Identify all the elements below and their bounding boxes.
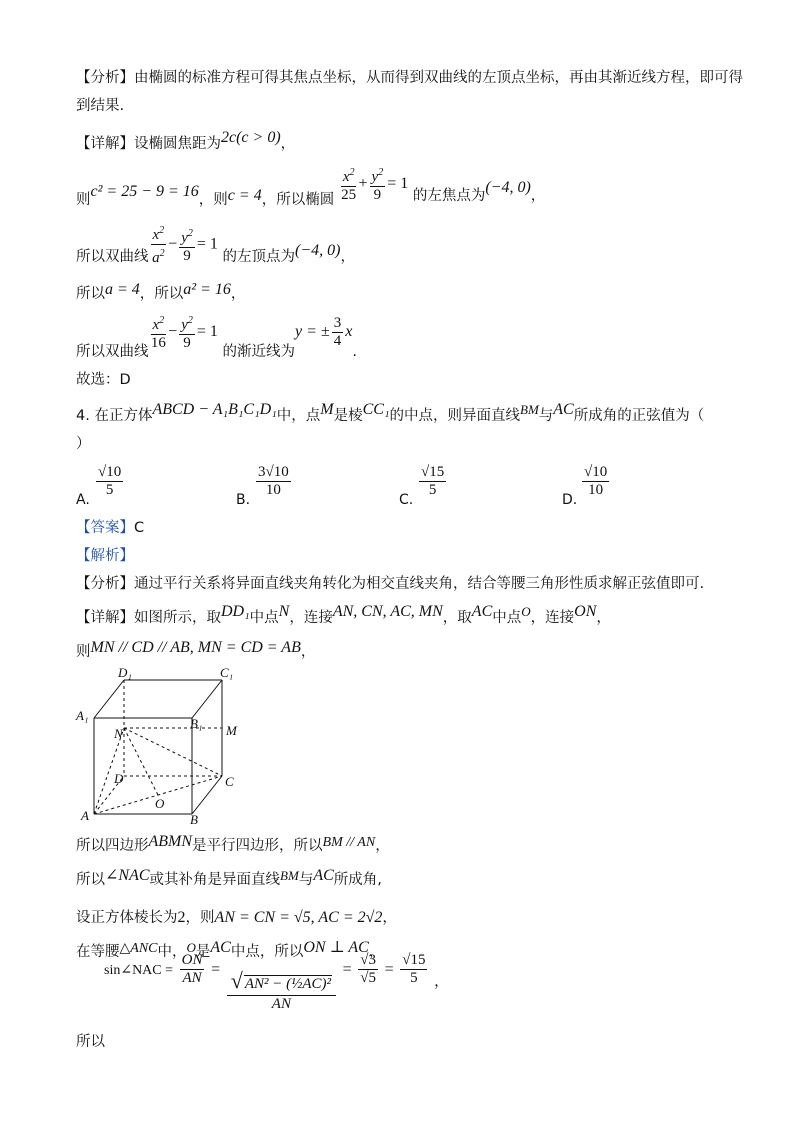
label-D: D — [114, 771, 124, 786]
punct: ， — [596, 610, 611, 626]
text: 中点 — [492, 610, 522, 626]
text: 所成角, — [333, 872, 382, 888]
perpendicular-ON-AC: ON ⊥ AC — [303, 939, 369, 956]
option-a-value[interactable] — [94, 464, 125, 499]
edge-CC1: CC₁ — [362, 401, 390, 418]
punct: ， — [280, 136, 296, 152]
punct: ， — [382, 910, 397, 926]
text: 中点 — [249, 610, 279, 626]
text: ，所以 — [139, 286, 184, 302]
option-a-label[interactable]: A. — [76, 492, 90, 508]
text: 的左顶点为 — [222, 248, 296, 265]
line-BM: BM — [280, 868, 299, 883]
text: 所以双曲线 — [76, 344, 149, 360]
frac3-den: √5 — [360, 970, 376, 986]
equals: = — [342, 960, 352, 978]
text: 与 — [298, 872, 314, 888]
analysis-paragraph — [76, 66, 743, 87]
option-c-num: √15 — [421, 464, 445, 480]
label-B: B — [190, 812, 198, 826]
option-c-value[interactable] — [417, 464, 448, 499]
punct: ， — [340, 248, 355, 265]
text: 的中点，则异面直线 — [389, 408, 520, 424]
text: 则 — [76, 192, 91, 208]
text: 如图所示，取 — [134, 610, 221, 626]
option-b-den: 10 — [265, 482, 281, 498]
asymptote-expr: y = ± $\frac{3}{4}$ x — [295, 314, 353, 349]
label-B1: B₁ — [190, 716, 203, 731]
c-squared-expr: c² = 25 − 9 = 16 — [90, 183, 199, 200]
q4-stem — [76, 401, 705, 425]
option-a-num: √10 — [98, 464, 122, 480]
text: 所以 — [76, 872, 105, 888]
a-squared: a² = 16 — [183, 281, 231, 298]
analysis-text: 由椭圆的标准方程可得其焦点坐标，从而得到双曲线的左顶点坐标，再由其渐近线方程，即可得 — [134, 70, 743, 86]
q4-analysis — [76, 572, 704, 593]
option-d-value[interactable] — [580, 464, 611, 499]
option-b-num: 3√10 — [258, 464, 289, 480]
line-AC: AC — [471, 603, 493, 620]
analysis-text-cont: 到结果. — [76, 98, 125, 114]
equals: = — [211, 960, 221, 978]
triangle-ANC: △ANC — [119, 941, 158, 956]
label-D1: D₁ — [118, 668, 132, 680]
radicand: AN² − (½AC)² — [244, 976, 332, 992]
jiexi-line — [76, 544, 134, 565]
frac3-num: √3 — [360, 952, 376, 968]
c-value: c = 4 — [227, 187, 262, 204]
text: 或其补角是异面直线 — [149, 872, 281, 888]
text: 的左焦点为 — [412, 188, 486, 204]
answer-line-3 — [76, 368, 131, 389]
frac4-den: 5 — [410, 970, 418, 986]
text: 设正方体棱长为 — [76, 910, 178, 926]
label-A1: A₁ — [76, 708, 89, 723]
a-value: a = 4 — [105, 281, 140, 298]
q4-detail-1 — [76, 603, 611, 627]
detail-line-3: 所以双曲线 $\frac{x^2}{a^2}$ − $\frac{y^2}{9}$ = 1 的左顶点为(−4, 0)， — [76, 222, 355, 267]
text: 在等腰 — [76, 944, 120, 960]
text: 与 — [538, 408, 554, 424]
parallel-relation: MN // CD // AB, MN = CD = AB — [90, 639, 301, 656]
q4-detail-2 — [76, 640, 315, 661]
text: 所以双曲线 — [76, 248, 149, 265]
point-O: O — [521, 604, 531, 619]
ellipse-frac-y: $\frac{y^2}{9}$ — [370, 164, 386, 204]
analysis-paragraph-cont — [76, 94, 124, 115]
punct: ， — [300, 644, 316, 660]
edge-length: 2 — [177, 909, 186, 926]
line-BM: BM — [520, 402, 539, 417]
text: 所以 — [76, 286, 105, 302]
q4-detail-5 — [76, 906, 397, 927]
detail-label: 【详解】 — [76, 136, 134, 152]
text: 是 — [195, 944, 211, 960]
punct: ， — [530, 188, 546, 204]
label-C: C — [225, 774, 234, 789]
detail-text: 设椭圆焦距为 — [134, 136, 221, 152]
left-vertex-point: (−4, 0) — [295, 241, 341, 259]
text: ，则 — [198, 192, 228, 208]
line-ON: ON — [574, 603, 597, 620]
q4-detail-6 — [76, 940, 383, 961]
angle-NAC: ∠NAC — [105, 867, 150, 884]
option-b-value[interactable] — [254, 464, 293, 499]
parallel-BM-AN: BM // AN — [322, 835, 376, 850]
label-N: N — [114, 726, 123, 741]
edge-DD1: DD₁ — [221, 603, 250, 620]
frac1-den: AN — [182, 970, 202, 986]
cube-name: ABCD − A₁B₁C₁D₁ — [152, 401, 277, 418]
q4-detail-4 — [76, 868, 382, 889]
option-b-label[interactable]: B. — [236, 492, 251, 508]
quad-ABMN: ABMN — [148, 833, 193, 850]
option-c-label[interactable]: C. — [399, 492, 414, 508]
connected-lines: AN, CN, AC, MN — [332, 603, 443, 620]
frac2-den: AN — [271, 996, 291, 1012]
paren: ） — [76, 436, 91, 452]
detail-line-4 — [76, 282, 245, 303]
punct: ， — [375, 838, 390, 854]
line-AC: AC — [553, 401, 574, 418]
analysis-text: 通过平行关系将异面直线夹角转化为相交直线夹角，结合等腰三角形性质求解正弦值即可. — [134, 576, 705, 592]
line-AC: AC — [313, 867, 334, 884]
option-a-den: 5 — [105, 482, 114, 498]
text: 的渐近线为 — [222, 344, 296, 360]
answer-line-4 — [76, 516, 144, 537]
q4-stem-close — [76, 432, 91, 453]
answer-text: 故选：D — [76, 372, 131, 388]
radical-frac: $\frac{\text{√ AN² − (½AC)²}}{AN}$ — [227, 970, 336, 1013]
detail-line-1 — [76, 129, 296, 153]
punct: ， — [434, 973, 449, 990]
point-N: N — [278, 603, 290, 620]
hyperbola-frac-x: $\frac{x^2}{a^2}$ — [151, 222, 167, 267]
text: 是平行四边形，所以 — [192, 838, 323, 854]
frac4-num: √15 — [402, 952, 426, 968]
focal-length-expr: 2c(c > 0) — [221, 129, 281, 146]
text: 所以 — [76, 1034, 105, 1050]
text: ，连接 — [289, 610, 333, 626]
equals: = — [384, 960, 394, 978]
label-M: M — [226, 723, 237, 738]
point-O: O — [186, 940, 196, 955]
q4-detail-7-label — [76, 1030, 105, 1051]
option-d-den: 10 — [588, 482, 604, 498]
option-c-den: 5 — [428, 482, 437, 498]
line-AC: AC — [210, 939, 231, 956]
q4-number: 4. 在正方体 — [76, 408, 153, 424]
analysis-label: 【分析】 — [76, 576, 134, 592]
sin-label: sin∠NAC = — [104, 962, 174, 978]
label-C1: C₁ — [220, 668, 234, 680]
punct: ， — [368, 944, 384, 960]
text: ，连接 — [530, 610, 575, 626]
q4-detail-3 — [76, 834, 390, 855]
text: 中，点 — [276, 408, 321, 424]
label-O: O — [155, 796, 165, 811]
hyperbola-frac-y: $\frac{y^2}{9}$ — [179, 225, 195, 265]
text: 是棱 — [333, 408, 363, 424]
analysis-label: 【分析】 — [76, 70, 134, 86]
point-M: M — [320, 401, 334, 418]
detail-line-2: 则c² = 25 − 9 = 16，则c = 4，所以椭圆 $\frac{x^2}{25}$ + $\frac{y^2}{9}$ = 1 的左焦点为(−4, 0)， — [76, 164, 545, 204]
detail-line-5: 所以双曲线 $\frac{x^2}{16}$ − $\frac{y^2}{9}$ = 1 的渐近线为y = ± $\frac{3}{4}$ x. — [76, 312, 357, 352]
answer-label: 【答案】 — [76, 520, 134, 536]
hyperbola2-frac-x: $\frac{x^2}{16}$ — [151, 312, 167, 352]
frac1-num: ON — [181, 952, 203, 968]
text: 所以四边形 — [76, 838, 149, 854]
left-focus-point: (−4, 0) — [485, 179, 531, 196]
cube-figure — [74, 668, 244, 826]
text: ，则 — [185, 910, 215, 926]
jiexi-label: 【解析】 — [76, 548, 134, 564]
text: ，所以椭圆 — [261, 192, 335, 208]
option-d-label[interactable]: D. — [562, 492, 578, 508]
punct: . — [352, 344, 357, 360]
text: 中点，所以 — [230, 944, 304, 960]
text: 所成角的正弦值为（ — [573, 408, 705, 424]
punct: ， — [230, 286, 246, 302]
lengths-expr: AN = CN = √5, AC = 2√2 — [214, 909, 383, 926]
text: 中， — [157, 944, 187, 960]
text: 则 — [76, 644, 91, 660]
answer-value: C — [134, 520, 145, 536]
ellipse-frac-x: $\frac{x^2}{25}$ — [341, 164, 357, 204]
detail-label: 【详解】 — [76, 610, 134, 626]
option-d-num: √10 — [584, 464, 608, 480]
text: ，取 — [442, 610, 472, 626]
hyperbola2-frac-y: $\frac{y^2}{9}$ — [179, 312, 195, 352]
label-A: A — [81, 808, 89, 823]
